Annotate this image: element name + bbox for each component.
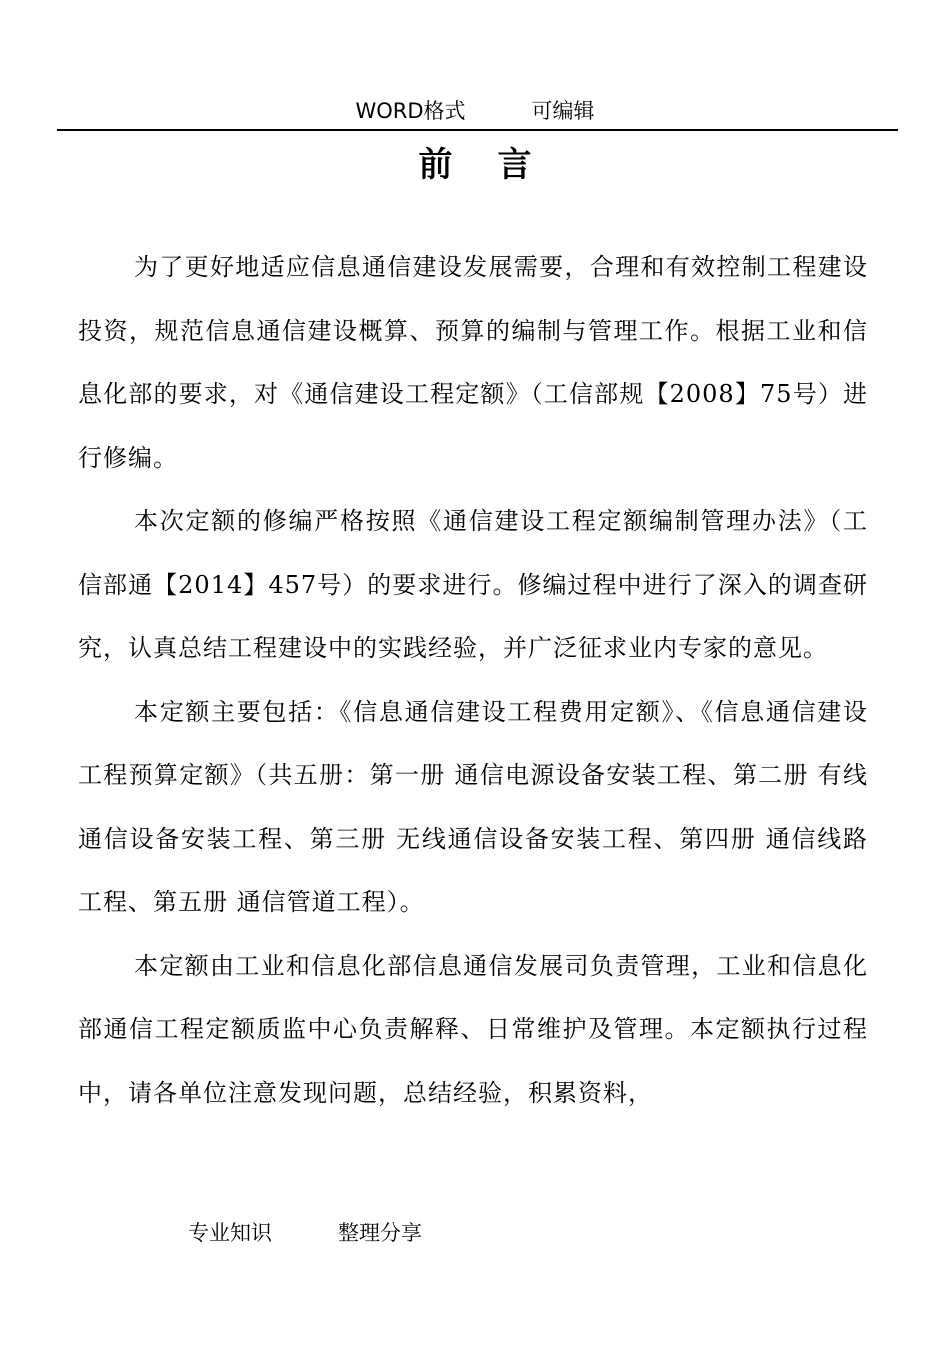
page-footer bbox=[188, 1218, 422, 1248]
paragraph-2: 本次定额的修编严格按照《通信建设工程定额编制管理办法》（工信部通【2014】457号）的要求进行。修编过程中进行了深入的调查研究，认真总结工程建设中的实践经验，并广泛征求业内专家的意见。 bbox=[78, 507, 868, 662]
document-body bbox=[78, 236, 868, 1125]
footer-knowledge-label: 专业知识 bbox=[188, 1221, 272, 1245]
header-format-label: WORD格式 bbox=[355, 99, 466, 123]
paragraph-3: 本定额主要包括：《信息通信建设工程费用定额》、《信息通信建设工程预算定额》（共五册：第一册 通信电源设备安装工程、第二册 有线通信设备安装工程、第三册 无线通信设备安装工程、第四册 通信线路工程、第五册 通信管道工程）。 bbox=[78, 697, 868, 916]
paragraph-1: 为了更好地适应信息通信建设发展需要，合理和有效控制工程建设投资，规范信息通信建设概算、预算的编制与管理工作。根据工业和信息化部的要求，对《通信建设工程定额》（工信部规【2008】75号）进行修编。 bbox=[78, 253, 868, 472]
paragraph-4: 本定额由工业和信息化部信息通信发展司负责管理，工业和信息化部通信工程定额质监中心负责解释、日常维护及管理。本定额执行过程中，请各单位注意发现问题，总结经验，积累资料， bbox=[78, 951, 868, 1107]
header-rule bbox=[57, 129, 898, 131]
footer-share-label: 整理分享 bbox=[338, 1221, 422, 1245]
page-title: 前言 bbox=[418, 145, 577, 185]
page-header bbox=[0, 96, 950, 126]
header-editable-label: 可编辑 bbox=[531, 99, 595, 123]
